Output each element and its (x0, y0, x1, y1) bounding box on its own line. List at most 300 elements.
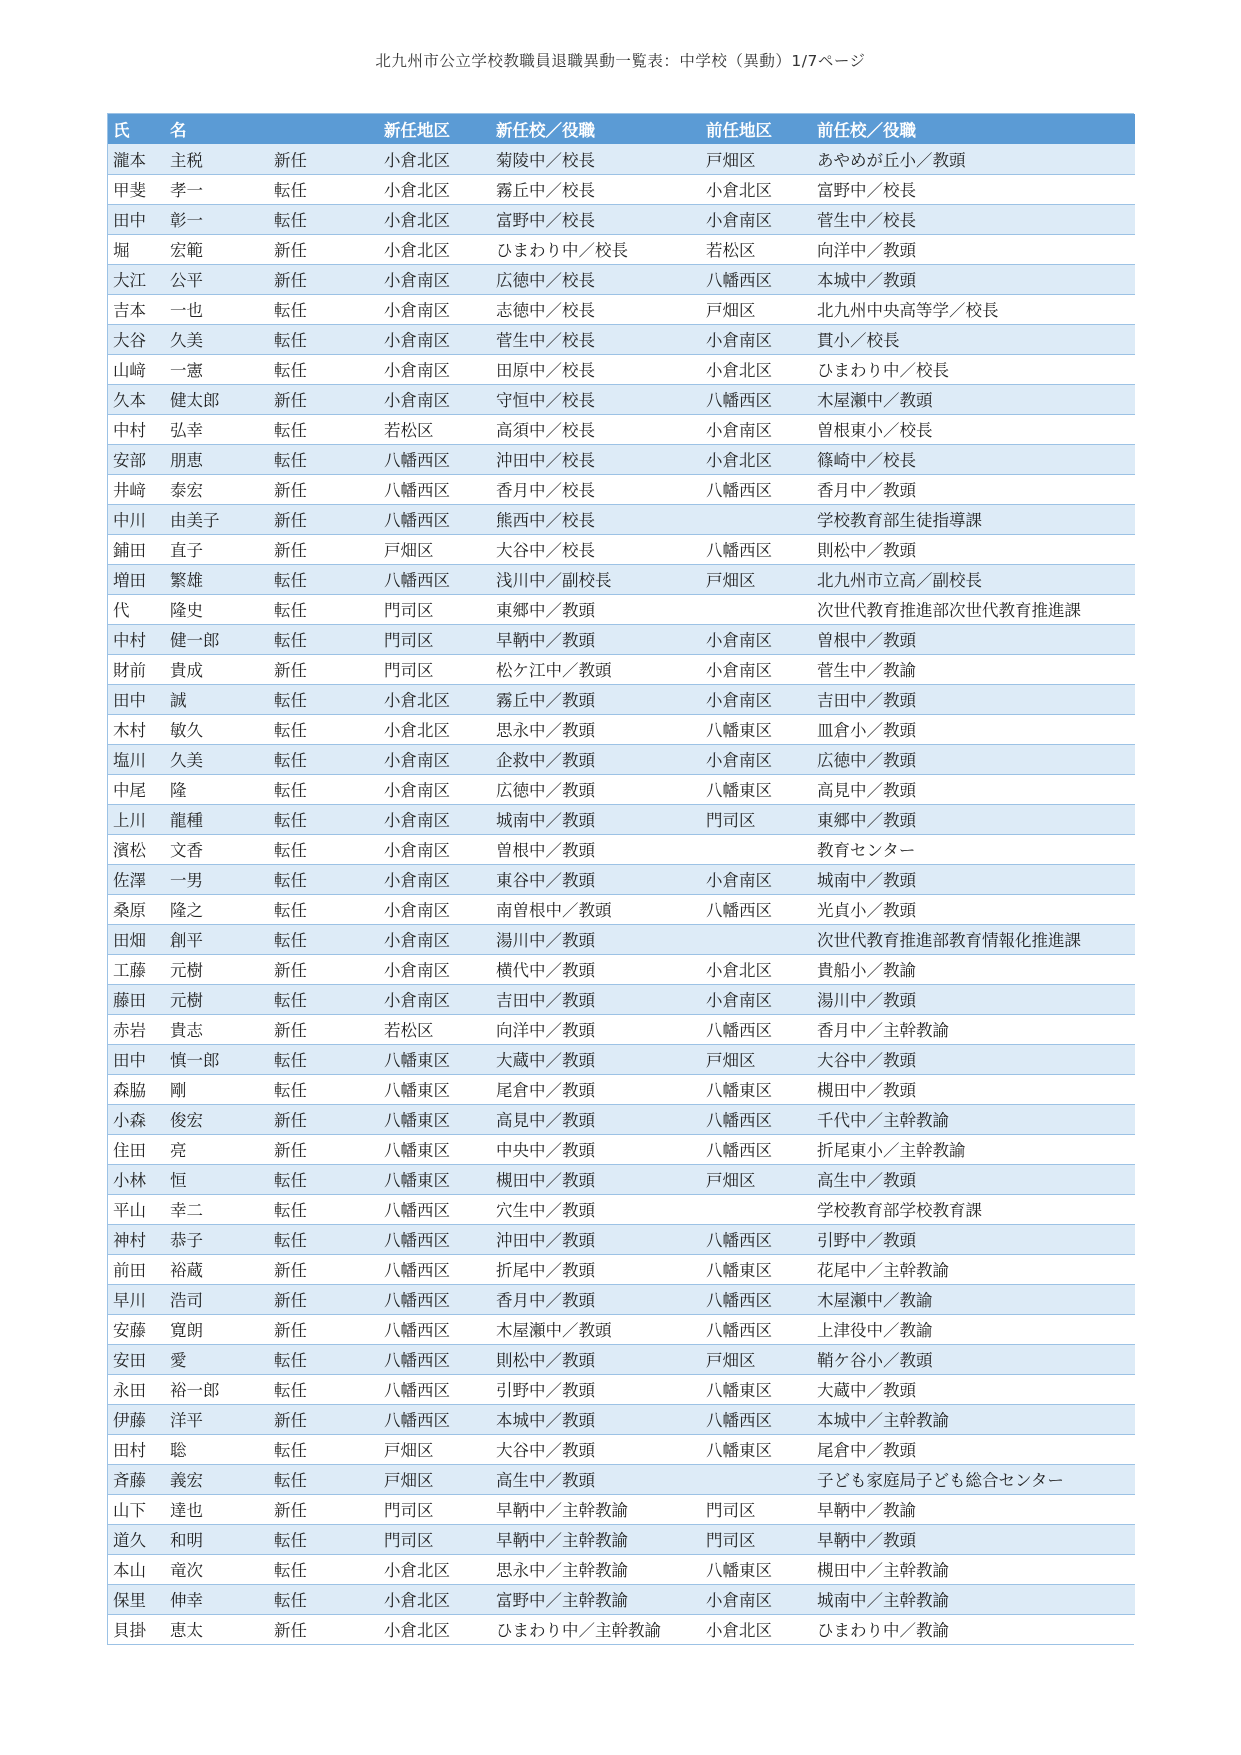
cell-surname: 佐澤 (108, 864, 165, 894)
cell-given-name: 健一郎 (165, 624, 269, 654)
cell-transfer-type: 新任 (269, 1284, 379, 1314)
cell-transfer-type: 転任 (269, 174, 379, 204)
cell-surname: 中村 (108, 414, 165, 444)
cell-transfer-type: 新任 (269, 1014, 379, 1044)
cell-surname: 木村 (108, 714, 165, 744)
table-row (108, 564, 1135, 594)
cell-previous-school: ひまわり中／校長 (812, 354, 1135, 384)
cell-surname: 道久 (108, 1524, 165, 1554)
cell-given-name: 慎一郎 (165, 1044, 269, 1074)
cell-previous-school: 香月中／教頭 (812, 474, 1135, 504)
cell-transfer-type: 転任 (269, 924, 379, 954)
cell-previous-school: 引野中／教頭 (812, 1224, 1135, 1254)
table-row (108, 1554, 1135, 1584)
cell-transfer-type: 転任 (269, 324, 379, 354)
cell-new-school: 穴生中／教頭 (491, 1194, 701, 1224)
cell-surname: 貝掛 (113, 1621, 146, 1641)
cell-previous-area: 八幡西区 (701, 1404, 812, 1434)
cell-new-area: 八幡東区 (379, 1074, 491, 1104)
cell-surname: 井﨑 (108, 474, 165, 504)
table-row (108, 924, 1135, 954)
cell-previous-area: 小倉南区 (701, 324, 812, 354)
header-new-area: 新任地区 (384, 121, 450, 140)
cell-surname: 堀 (108, 234, 165, 264)
cell-transfer-type: 転任 (269, 1044, 379, 1074)
cell-surname: 中尾 (108, 774, 165, 804)
table-row (108, 414, 1135, 444)
cell-new-school: 志徳中／校長 (491, 294, 701, 324)
cell-new-area: 戸畑区 (379, 1434, 491, 1464)
cell-new-school: 菊陵中／校長 (491, 144, 701, 174)
cell-transfer-type: 転任 (269, 804, 379, 834)
header-previous-area: 前任地区 (706, 121, 772, 140)
cell-new-area: 八幡西区 (379, 1344, 491, 1374)
cell-new-area: 八幡西区 (379, 1404, 491, 1434)
cell-given-name: 剛 (165, 1074, 269, 1104)
table-row (108, 834, 1135, 864)
cell-previous-school: 槻田中／教頭 (812, 1074, 1135, 1104)
cell-given-name: 健太郎 (165, 384, 269, 414)
cell-given-name: 隆之 (165, 894, 269, 924)
cell-surname: 瀧本 (108, 144, 165, 174)
table-row (108, 774, 1135, 804)
cell-surname: 安部 (108, 444, 165, 474)
cell-previous-school: 次世代教育推進部次世代教育推進課 (812, 594, 1135, 624)
table-row (108, 1374, 1135, 1404)
cell-new-school: 尾倉中／教頭 (491, 1074, 701, 1104)
table-row (108, 444, 1135, 474)
cell-given-name: 達也 (165, 1494, 269, 1524)
cell-new-school: 南曽根中／教頭 (491, 894, 701, 924)
cell-new-school: 高生中／教頭 (491, 1464, 701, 1494)
cell-new-area: 若松区 (379, 1014, 491, 1044)
transfer-table (108, 114, 1135, 1644)
cell-given-name: 竜次 (165, 1554, 269, 1584)
cell-previous-area: 戸畑区 (701, 294, 812, 324)
cell-previous-school: 向洋中／教頭 (812, 234, 1135, 264)
cell-given-name: 朋恵 (165, 444, 269, 474)
cell-new-area: 八幡東区 (379, 1164, 491, 1194)
cell-new-area: 小倉南区 (379, 834, 491, 864)
table-row (108, 174, 1135, 204)
cell-new-school: 霧丘中／教頭 (491, 684, 701, 714)
cell-new-area: 小倉南区 (379, 864, 491, 894)
cell-previous-school: 木屋瀬中／教頭 (812, 384, 1135, 414)
cell-previous-school: 子ども家庭局子ども総合センター (812, 1464, 1135, 1494)
cell-previous-area: 八幡西区 (701, 894, 812, 924)
cell-new-school: ひまわり中／主幹教諭 (496, 1621, 661, 1641)
cell-previous-school: 曽根東小／校長 (812, 414, 1135, 444)
table-row (108, 264, 1135, 294)
cell-new-area: 戸畑区 (379, 1464, 491, 1494)
cell-new-school: 横代中／教頭 (491, 954, 701, 984)
table-row (108, 354, 1135, 384)
cell-given-name: 貴志 (165, 1014, 269, 1044)
table-row (108, 1014, 1135, 1044)
cell-previous-area: 小倉北区 (701, 444, 812, 474)
cell-transfer-type: 新任 (269, 234, 379, 264)
table-row (108, 1164, 1135, 1194)
cell-previous-area (701, 834, 812, 864)
cell-given-name: 創平 (165, 924, 269, 954)
cell-previous-school: 曽根中／教頭 (812, 624, 1135, 654)
cell-new-school: 田原中／校長 (491, 354, 701, 384)
cell-transfer-type: 転任 (269, 1164, 379, 1194)
cell-transfer-type: 転任 (269, 294, 379, 324)
cell-previous-school: 城南中／教頭 (812, 864, 1135, 894)
cell-previous-area: 八幡西区 (701, 534, 812, 564)
cell-new-school: 香月中／教頭 (491, 1284, 701, 1314)
cell-new-school: 折尾中／教頭 (491, 1254, 701, 1284)
cell-previous-school: 高見中／教頭 (812, 774, 1135, 804)
cell-new-area: 門司区 (379, 654, 491, 684)
cell-transfer-type: 転任 (269, 564, 379, 594)
cell-given-name: 義宏 (165, 1464, 269, 1494)
cell-previous-school: 尾倉中／教頭 (812, 1434, 1135, 1464)
table-row (108, 1284, 1135, 1314)
cell-surname: 前田 (108, 1254, 165, 1284)
cell-given-name: 一男 (165, 864, 269, 894)
cell-previous-area: 小倉北区 (706, 1621, 772, 1641)
table-row (108, 654, 1135, 684)
cell-previous-area: 八幡西区 (701, 1284, 812, 1314)
table-row (108, 1404, 1135, 1434)
cell-transfer-type: 転任 (269, 624, 379, 654)
cell-given-name: 貴成 (165, 654, 269, 684)
cell-surname: 田村 (108, 1434, 165, 1464)
cell-transfer-type: 転任 (269, 594, 379, 624)
cell-new-area: 小倉南区 (379, 324, 491, 354)
cell-new-area: 小倉南区 (379, 954, 491, 984)
cell-new-area: 八幡西区 (379, 1374, 491, 1404)
cell-new-school: 熊西中／校長 (491, 504, 701, 534)
cell-given-name: 龍種 (165, 804, 269, 834)
cell-previous-area: 八幡西区 (701, 1134, 812, 1164)
cell-surname: 永田 (108, 1374, 165, 1404)
cell-new-school: 引野中／教頭 (491, 1374, 701, 1404)
cell-previous-school: 北九州中央高等学／校長 (812, 294, 1135, 324)
table-row (108, 534, 1135, 564)
cell-new-area: 小倉南区 (379, 984, 491, 1014)
cell-new-area: 小倉北区 (379, 144, 491, 174)
cell-previous-area (701, 594, 812, 624)
header-transfer-type (269, 114, 379, 144)
cell-new-school: 城南中／教頭 (491, 804, 701, 834)
cell-surname: 山下 (108, 1494, 165, 1524)
table-row (108, 744, 1135, 774)
cell-transfer-type: 転任 (269, 1554, 379, 1584)
cell-previous-area: 門司区 (701, 804, 812, 834)
cell-surname: 神村 (108, 1224, 165, 1254)
cell-new-area: 八幡東区 (379, 1134, 491, 1164)
cell-new-school: 沖田中／校長 (491, 444, 701, 474)
cell-new-school: 早鞆中／教頭 (491, 624, 701, 654)
cell-transfer-type: 転任 (269, 1464, 379, 1494)
cell-new-school: 松ケ江中／教頭 (491, 654, 701, 684)
cell-transfer-type: 転任 (269, 1374, 379, 1404)
table-row (108, 684, 1135, 714)
table-row (108, 1254, 1135, 1284)
cell-new-area: 小倉南区 (379, 774, 491, 804)
cell-given-name: 浩司 (165, 1284, 269, 1314)
cell-surname: 小森 (108, 1104, 165, 1134)
cell-previous-area: 小倉南区 (701, 204, 812, 234)
table-row (108, 294, 1135, 324)
cell-transfer-type: 転任 (269, 684, 379, 714)
cell-transfer-type: 転任 (269, 1224, 379, 1254)
cell-surname: 大江 (108, 264, 165, 294)
cell-transfer-type: 転任 (269, 864, 379, 894)
cell-given-name: 愛 (165, 1344, 269, 1374)
cell-new-school: ひまわり中／校長 (491, 234, 701, 264)
cell-new-school: 木屋瀬中／教頭 (491, 1314, 701, 1344)
cell-previous-school: 本城中／教頭 (812, 264, 1135, 294)
cell-previous-area: 門司区 (701, 1524, 812, 1554)
table-header-row (108, 114, 1135, 144)
cell-new-school: 富野中／主幹教諭 (491, 1584, 701, 1614)
cell-new-area: 八幡西区 (379, 504, 491, 534)
cell-surname: 上川 (108, 804, 165, 834)
cell-new-school: 菅生中／校長 (491, 324, 701, 354)
cell-new-school: 企救中／教頭 (491, 744, 701, 774)
cell-new-school: 沖田中／教頭 (491, 1224, 701, 1254)
cell-given-name: 敏久 (165, 714, 269, 744)
cell-surname: 大谷 (108, 324, 165, 354)
cell-surname: 増田 (108, 564, 165, 594)
cell-transfer-type: 新任 (274, 1621, 307, 1641)
cell-given-name: 誠 (165, 684, 269, 714)
cell-given-name: 寛朗 (165, 1314, 269, 1344)
cell-previous-school: ひまわり中／教諭 (817, 1621, 949, 1641)
cell-new-school: 富野中／校長 (491, 204, 701, 234)
cell-given-name: 繁雄 (165, 564, 269, 594)
table-row (108, 204, 1135, 234)
cell-previous-school: 貫小／校長 (812, 324, 1135, 354)
cell-previous-area: 小倉南区 (701, 984, 812, 1014)
cell-previous-school: 高生中／教頭 (812, 1164, 1135, 1194)
cell-new-school: 東郷中／教頭 (491, 594, 701, 624)
cell-previous-area: 八幡東区 (701, 714, 812, 744)
cell-new-area: 小倉南区 (379, 384, 491, 414)
cell-previous-area: 戸畑区 (701, 1044, 812, 1074)
cell-surname: 塩川 (108, 744, 165, 774)
cell-new-school: 向洋中／教頭 (491, 1014, 701, 1044)
cell-surname: 田中 (108, 204, 165, 234)
cell-new-area: 小倉南区 (379, 264, 491, 294)
cell-previous-school: 大蔵中／教頭 (812, 1374, 1135, 1404)
cell-transfer-type: 転任 (269, 1584, 379, 1614)
cell-surname: 安藤 (108, 1314, 165, 1344)
table-row (108, 474, 1135, 504)
cell-given-name: 隆史 (165, 594, 269, 624)
cell-surname: 田畑 (108, 924, 165, 954)
cell-new-area: 八幡西区 (379, 444, 491, 474)
cell-new-school: 湯川中／教頭 (491, 924, 701, 954)
cell-transfer-type: 新任 (269, 1494, 379, 1524)
cell-previous-area: 八幡東区 (701, 1074, 812, 1104)
cell-previous-area: 八幡西区 (701, 1314, 812, 1344)
cell-transfer-type: 転任 (269, 834, 379, 864)
cell-previous-school: 光貞小／教頭 (812, 894, 1135, 924)
cell-surname: 早川 (108, 1284, 165, 1314)
cell-previous-school: 花尾中／主幹教諭 (812, 1254, 1135, 1284)
cell-given-name: 裕蔵 (165, 1254, 269, 1284)
table-row (108, 1224, 1135, 1254)
cell-new-school: 則松中／教頭 (491, 1344, 701, 1374)
cell-transfer-type: 転任 (269, 1194, 379, 1224)
cell-given-name: 恒 (165, 1164, 269, 1194)
table-row (108, 1584, 1135, 1614)
cell-previous-school: 菅生中／校長 (812, 204, 1135, 234)
cell-previous-school: 早鞆中／教頭 (812, 1524, 1135, 1554)
cell-transfer-type: 転任 (269, 1524, 379, 1554)
cell-new-school: 大蔵中／教頭 (491, 1044, 701, 1074)
cell-transfer-type: 転任 (269, 1074, 379, 1104)
cell-previous-area: 八幡西区 (701, 474, 812, 504)
cell-previous-school: 上津役中／教諭 (812, 1314, 1135, 1344)
cell-transfer-type: 新任 (269, 954, 379, 984)
cell-new-area: 八幡西区 (379, 1314, 491, 1344)
cell-new-school: 中央中／教頭 (491, 1134, 701, 1164)
cell-new-school: 高見中／教頭 (491, 1104, 701, 1134)
cell-transfer-type: 新任 (269, 1314, 379, 1344)
cell-new-school: 広徳中／教頭 (491, 774, 701, 804)
cell-given-name: 泰宏 (165, 474, 269, 504)
cell-surname: 代 (108, 594, 165, 624)
cell-previous-area: 小倉南区 (701, 1584, 812, 1614)
cell-given-name: 弘幸 (165, 414, 269, 444)
table-row (108, 144, 1135, 174)
cell-new-school: 槻田中／教頭 (491, 1164, 701, 1194)
cell-previous-school: 北九州市立高／副校長 (812, 564, 1135, 594)
table-row (108, 1524, 1135, 1554)
cell-surname: 吉本 (108, 294, 165, 324)
cell-previous-area: 小倉南区 (701, 654, 812, 684)
transfer-table-container (107, 113, 1134, 1645)
cell-transfer-type: 転任 (269, 1434, 379, 1464)
cell-previous-school: あやめが丘小／教頭 (812, 144, 1135, 174)
cell-surname: 中村 (108, 624, 165, 654)
cell-surname: 安田 (108, 1344, 165, 1374)
cell-surname: 藤田 (108, 984, 165, 1014)
cell-transfer-type: 転任 (269, 984, 379, 1014)
cell-given-name: 孝一 (165, 174, 269, 204)
cell-transfer-type: 新任 (269, 534, 379, 564)
cell-given-name: 久美 (165, 324, 269, 354)
cell-surname: 財前 (108, 654, 165, 684)
cell-surname: 斉藤 (108, 1464, 165, 1494)
table-row (108, 1104, 1135, 1134)
cell-new-area: 八幡西区 (379, 1254, 491, 1284)
page-title: 北九州市公立学校教職員退職異動一覧表：中学校（異動）1/7ページ (375, 52, 866, 70)
cell-transfer-type: 転任 (269, 444, 379, 474)
cell-previous-area: 八幡東区 (701, 1374, 812, 1404)
cell-given-name: 隆 (165, 774, 269, 804)
header-given-name: 名 (170, 121, 187, 140)
cell-transfer-type: 新任 (269, 1404, 379, 1434)
cell-previous-area: 八幡西区 (701, 1104, 812, 1134)
cell-new-area: 小倉南区 (379, 294, 491, 324)
cell-previous-school: 次世代教育推進部教育情報化推進課 (812, 924, 1135, 954)
cell-new-area: 八幡西区 (379, 1194, 491, 1224)
cell-new-school: 本城中／教頭 (491, 1404, 701, 1434)
cell-new-area: 小倉南区 (379, 804, 491, 834)
table-row (108, 714, 1135, 744)
cell-new-area: 小倉南区 (379, 744, 491, 774)
cell-given-name: 公平 (165, 264, 269, 294)
cell-surname: 伊藤 (108, 1404, 165, 1434)
header-surname: 氏 (113, 121, 130, 140)
cell-transfer-type: 新任 (269, 504, 379, 534)
cell-transfer-type: 転任 (269, 894, 379, 924)
table-row (108, 894, 1135, 924)
table-row (108, 1134, 1135, 1164)
table-row (108, 954, 1135, 984)
cell-previous-school: 大谷中／教頭 (812, 1044, 1135, 1074)
cell-new-area: 小倉北区 (379, 1554, 491, 1584)
cell-new-area: 八幡東区 (379, 1044, 491, 1074)
cell-transfer-type: 転任 (269, 774, 379, 804)
cell-new-area: 小倉南区 (379, 354, 491, 384)
cell-previous-area: 小倉北区 (701, 174, 812, 204)
cell-given-name: 聡 (165, 1434, 269, 1464)
cell-surname: 田中 (108, 684, 165, 714)
cell-given-name: 一憲 (165, 354, 269, 384)
table-row (108, 1494, 1135, 1524)
cell-surname: 赤岩 (108, 1014, 165, 1044)
cell-previous-area: 若松区 (701, 234, 812, 264)
cell-previous-school: 教育センター (812, 834, 1135, 864)
cell-previous-area: 戸畑区 (701, 564, 812, 594)
cell-surname: 甲斐 (108, 174, 165, 204)
cell-given-name: 洋平 (165, 1404, 269, 1434)
cell-previous-school: 木屋瀬中／教諭 (812, 1284, 1135, 1314)
cell-given-name: 和明 (165, 1524, 269, 1554)
cell-previous-area: 小倉南区 (701, 744, 812, 774)
table-row (108, 594, 1135, 624)
cell-previous-school: 湯川中／教頭 (812, 984, 1135, 1014)
table-row (108, 804, 1135, 834)
cell-previous-area: 小倉南区 (701, 684, 812, 714)
cell-new-school: 東谷中／教頭 (491, 864, 701, 894)
cell-new-school: 大谷中／教頭 (491, 1434, 701, 1464)
cell-new-school: 高須中／校長 (491, 414, 701, 444)
cell-previous-area: 八幡西区 (701, 1014, 812, 1044)
table-row (108, 1464, 1135, 1494)
cell-previous-area: 小倉北区 (701, 354, 812, 384)
cell-surname: 中川 (108, 504, 165, 534)
cell-new-school: 曽根中／教頭 (491, 834, 701, 864)
table-row (108, 234, 1135, 264)
cell-new-area: 門司区 (379, 1524, 491, 1554)
cell-previous-area (701, 504, 812, 534)
cell-previous-area: 八幡東区 (701, 774, 812, 804)
table-row (108, 504, 1135, 534)
cell-previous-school: 鞘ケ谷小／教頭 (812, 1344, 1135, 1374)
cell-previous-school: 本城中／主幹教諭 (812, 1404, 1135, 1434)
cell-surname: 桑原 (108, 894, 165, 924)
table-row (108, 1314, 1135, 1344)
cell-given-name: 直子 (165, 534, 269, 564)
cell-previous-area: 戸畑区 (701, 144, 812, 174)
cell-given-name: 彰一 (165, 204, 269, 234)
cell-new-school: 早鞆中／主幹教諭 (491, 1494, 701, 1524)
cell-previous-area: 小倉南区 (701, 624, 812, 654)
cell-previous-area: 八幡東区 (701, 1254, 812, 1284)
cell-new-area: 八幡西区 (379, 1224, 491, 1254)
cell-surname: 小林 (108, 1164, 165, 1194)
cell-previous-school: 学校教育部生徒指導課 (812, 504, 1135, 534)
